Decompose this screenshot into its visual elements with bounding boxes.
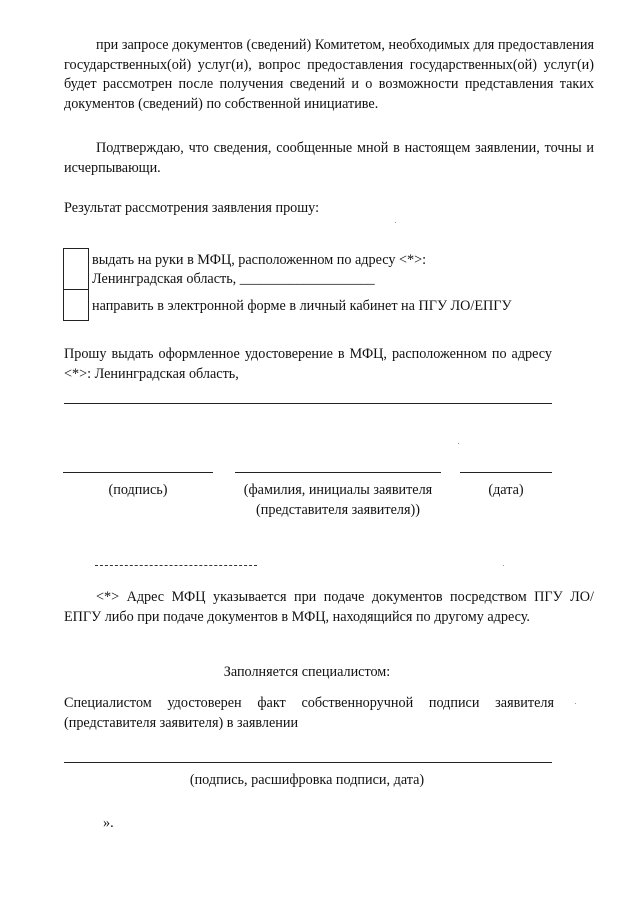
signature-line[interactable] [63,472,213,473]
intro-paragraph: при запросе документов (сведений) Комитетом, необходимых для предоставления государственных(ой) услуг(и), вопрос предоставления государственных(ой) услуг(и) будет рассмотрен после получения сведений и о возможности представления таких документов (сведений) по собственной инициативе. [64,37,594,112]
date-line[interactable] [460,472,552,473]
option-electronic-checkbox[interactable] [63,289,89,321]
specialist-text: Специалистом удостоверен факт собственноручной подписи заявителя (представителя заявителя) в заявлении [64,695,554,731]
option-deliver-label-2: Ленинградская область, ___________________ [92,271,375,287]
option-deliver-checkbox[interactable] [63,248,89,290]
confirmation-paragraph: Подтверждаю, что сведения, сообщенные мной в настоящем заявлении, точны и исчерпывающи. [64,140,594,176]
scan-speck [458,443,459,444]
name-caption: (фамилия, инициалы заявителя (представителя заявителя)) [243,482,433,518]
specialist-signature-caption: (подпись, расшифровка подписи, дата) [189,772,425,788]
scan-speck [575,703,576,704]
result-heading: Результат рассмотрения заявления прошу: [64,200,320,216]
footnote-separator [95,565,257,566]
closing-quote: ». [103,815,114,831]
specialist-heading: Заполняется специалистом: [223,664,391,680]
option-electronic-label: направить в электронной форме в личный кабинет на ПГУ ЛО/ЕПГУ [92,298,512,314]
address-line[interactable] [64,403,552,404]
certificate-request: Прошу выдать оформленное удостоверение в МФЦ, расположенном по адресу <*>: Ленинградская область, [64,346,552,382]
scan-speck [503,565,504,566]
signature-caption: (подпись) [108,482,168,498]
specialist-signature-line[interactable] [64,762,552,763]
footnote-text: <*> Адрес МФЦ указывается при подаче документов посредством ПГУ ЛО/ЕПГУ либо при подаче документов в МФЦ, находящийся по другому адресу. [64,589,594,625]
date-caption: (дата) [488,482,524,498]
scan-speck [395,222,396,223]
option-deliver-label-1: выдать на руки в МФЦ, расположенном по адресу <*>: [92,252,427,268]
name-line[interactable] [235,472,441,473]
